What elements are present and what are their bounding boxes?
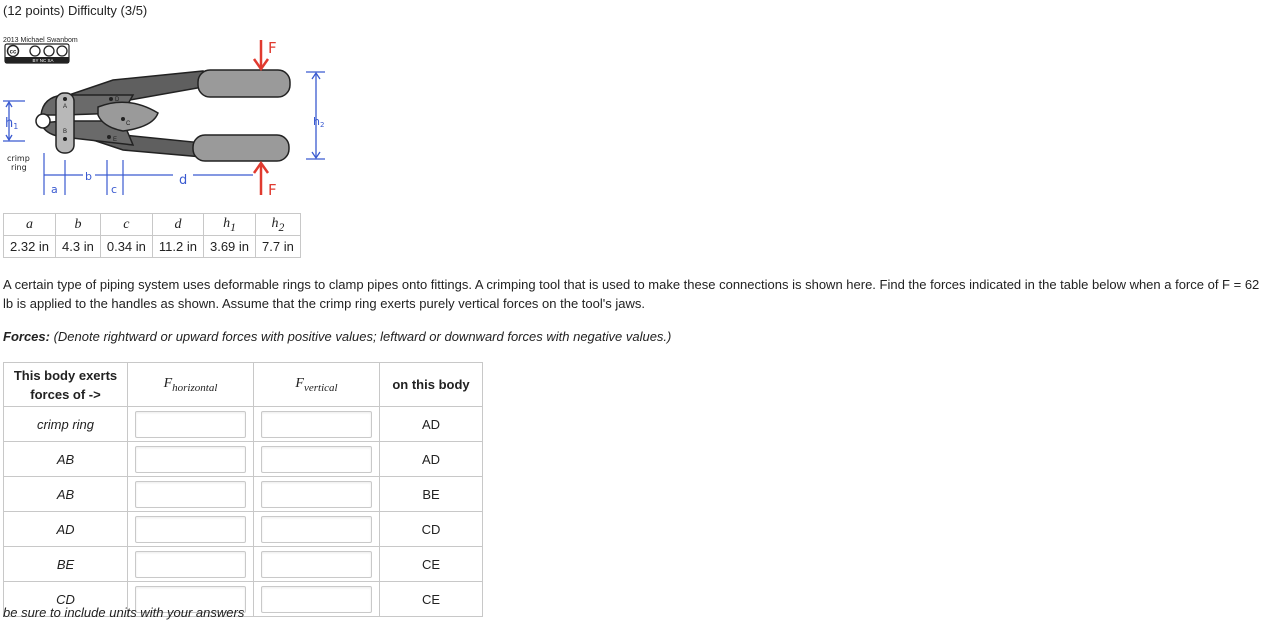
f-vertical-input[interactable] [261, 481, 372, 508]
dim-d-label: d [179, 173, 188, 188]
forces-table [3, 362, 483, 617]
h2-label: h2 [313, 115, 325, 129]
dimensions-value-row [4, 236, 301, 258]
dim-a-label: a [51, 183, 58, 196]
point-a-label: A [63, 104, 68, 110]
row-on-body-label: CE [380, 547, 483, 582]
forces-row [4, 477, 483, 512]
row-exerts-label: AB [4, 477, 128, 512]
point-e-label: E [113, 137, 118, 143]
license-badge: BY NC SA [32, 58, 54, 63]
svg-text:cc: cc [9, 49, 17, 56]
row-exerts-label: AB [4, 442, 128, 477]
forces-row [4, 547, 483, 582]
dim-value-a: 2.32 in [4, 236, 56, 258]
row-exerts-label: AD [4, 512, 128, 547]
row-exerts-label: BE [4, 547, 128, 582]
units-reminder: be sure to include units with your answers [3, 605, 245, 620]
dim-header-c: c [100, 214, 152, 236]
dim-header-h2: $h_2$ [256, 214, 301, 236]
row-exerts-label: CD [4, 582, 128, 617]
forces-header-row [4, 363, 483, 407]
crimping-tool-diagram [3, 35, 329, 198]
f-horizontal-input[interactable] [135, 551, 246, 578]
dim-header-h1: $h_1$ [203, 214, 255, 236]
force-arrow-top [254, 40, 268, 69]
f-horizontal-input[interactable] [135, 411, 246, 438]
header-f-vertical: $F_{vertical}$ [254, 363, 380, 407]
row-exerts-label: crimp ring [4, 407, 128, 442]
f-horizontal-input[interactable] [135, 481, 246, 508]
f-vertical-input[interactable] [261, 586, 372, 613]
force-label-bottom: F [268, 181, 277, 198]
force-arrow-bottom [254, 163, 268, 195]
forces-instruction-text: (Denote rightward or upward forces with positive values; leftward or downward forces with negative values.) [49, 329, 672, 344]
row-on-body-label: CD [380, 512, 483, 547]
figure-credit: 2013 Michael Swanbom [3, 37, 78, 44]
f-horizontal-input[interactable] [135, 516, 246, 543]
problem-header: (12 points) Difficulty (3/5) [3, 3, 148, 18]
dimensions-header-row [4, 214, 301, 236]
forces-row [4, 407, 483, 442]
dim-value-b: 4.3 in [56, 236, 101, 258]
crimp-ring-label: crimp ring [7, 154, 30, 172]
problem-statement: A certain type of piping system uses deformable rings to clamp pipes onto fittings. A crimping tool that is used to make these connections is shown here. Find the forces indicated in the table below when a force of F = 62 lb is applied to the handles as shown. Assume that the crimp ring exerts purely vertical forces on the tool's jaws. [3, 277, 1260, 311]
forces-row [4, 512, 483, 547]
forces-instruction-bold: Forces: [3, 329, 50, 344]
crimping-tool-figure [3, 35, 329, 198]
force-label-top: F [268, 39, 277, 57]
f-vertical-input[interactable] [261, 411, 372, 438]
f-vertical-input[interactable] [261, 446, 372, 473]
header-f-horizontal: $F_{horizontal}$ [128, 363, 254, 407]
point-b-label: B [63, 129, 68, 135]
f-horizontal-input[interactable] [135, 446, 246, 473]
point-c-label: C [126, 121, 131, 127]
f-vertical-input[interactable] [261, 516, 372, 543]
forces-instruction [3, 329, 671, 344]
dim-value-c: 0.34 in [100, 236, 152, 258]
h1-label: h1 [5, 116, 19, 131]
dim-header-d: d [152, 214, 203, 236]
row-on-body-label: AD [380, 407, 483, 442]
dim-value-h2: 7.7 in [256, 236, 301, 258]
cc-license-icon [5, 44, 69, 63]
dim-c-label: c [111, 183, 118, 196]
f-vertical-input[interactable] [261, 551, 372, 578]
row-on-body-label: CE [380, 582, 483, 617]
forces-row [4, 442, 483, 477]
point-d-label: D [115, 97, 120, 103]
dim-header-a: a [4, 214, 56, 236]
row-on-body-label: BE [380, 477, 483, 512]
dim-b-label: b [85, 170, 92, 183]
dim-value-h1: 3.69 in [203, 236, 255, 258]
dim-value-d: 11.2 in [152, 236, 203, 258]
dimensions-table [3, 213, 301, 258]
header-exerts-col: This body exerts forces of -> [4, 363, 128, 407]
dim-header-b: b [56, 214, 101, 236]
header-on-body-col: on this body [380, 363, 483, 407]
row-on-body-label: AD [380, 442, 483, 477]
